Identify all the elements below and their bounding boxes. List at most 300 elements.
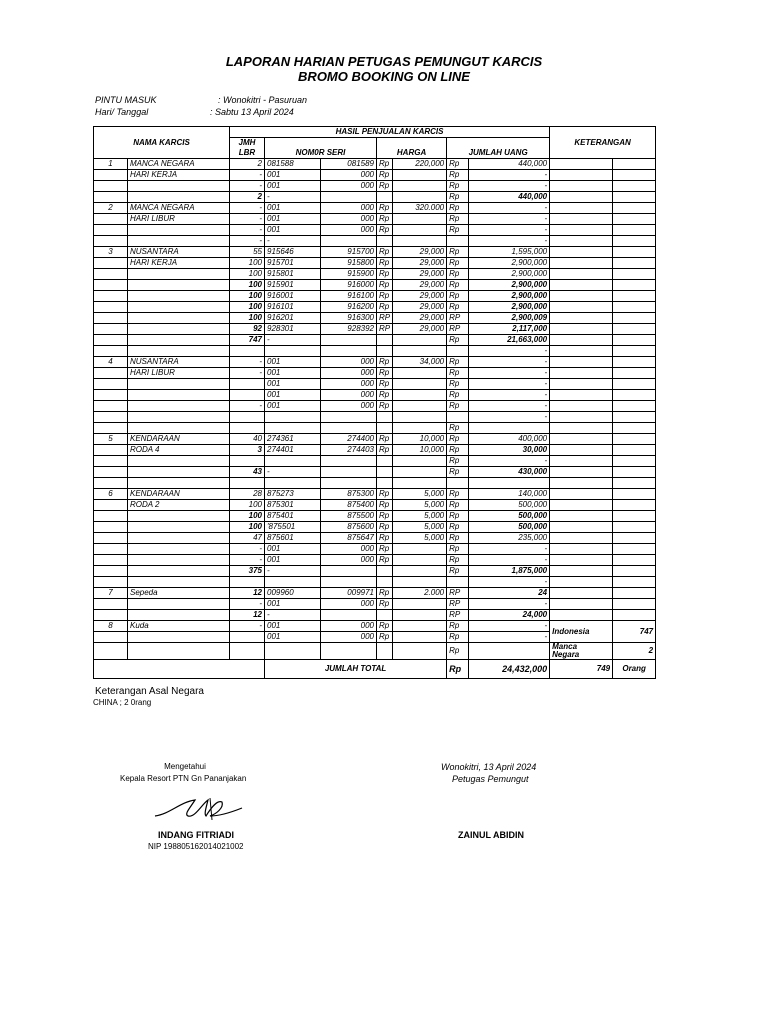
cell-jumlah: 2,900,000 <box>469 258 550 269</box>
cell-jumlah <box>469 478 550 489</box>
cell-s1: 916101 <box>265 302 321 313</box>
table-row <box>94 533 656 544</box>
cell-no <box>94 423 128 434</box>
cell-rp2: Rp <box>447 291 469 302</box>
cell-s2: 000 <box>321 599 377 610</box>
cell-jmh: 55 <box>230 247 265 258</box>
cell-no <box>94 412 128 423</box>
cell-jmh: 100 <box>230 313 265 324</box>
cell-s2: 081589 <box>321 159 377 170</box>
cell-no <box>94 478 128 489</box>
cell-jumlah: - <box>469 379 550 390</box>
cell-s1 <box>265 577 321 588</box>
cell-rp2: Rp <box>447 643 469 660</box>
cell-jumlah: - <box>469 214 550 225</box>
cell-jmh: - <box>230 203 265 214</box>
cell-jumlah: - <box>469 390 550 401</box>
cell-no <box>94 379 128 390</box>
ket-cell <box>613 346 656 357</box>
cell-no <box>94 544 128 555</box>
cell-rp2: Rp <box>447 423 469 434</box>
cell-harga <box>393 181 447 192</box>
ket-cell <box>613 434 656 445</box>
cell-harga: 5,000 <box>393 533 447 544</box>
cell-jmh: 100 <box>230 269 265 280</box>
cell-s1: 274361 <box>265 434 321 445</box>
cell-no <box>94 401 128 412</box>
table-row <box>94 577 656 588</box>
date-label: Hari/ Tanggal <box>95 107 149 117</box>
cell-harga: 29,000 <box>393 269 447 280</box>
cell-harga <box>393 467 447 478</box>
cell-jmh: 28 <box>230 489 265 500</box>
cell-rp1: Rp <box>377 555 393 566</box>
cell-harga <box>393 368 447 379</box>
cell-harga: 5,000 <box>393 489 447 500</box>
ket-cell <box>550 269 613 280</box>
cell-rp1: Rp <box>377 258 393 269</box>
cell-s2: 000 <box>321 390 377 401</box>
cell-rp1: Rp <box>377 533 393 544</box>
cell-jumlah: 30,000 <box>469 445 550 456</box>
ket-cell <box>550 368 613 379</box>
cell-s2: 915900 <box>321 269 377 280</box>
cell-jmh: 100 <box>230 302 265 313</box>
cell-jmh <box>230 379 265 390</box>
cell-s2 <box>321 610 377 621</box>
cell-s1: 916001 <box>265 291 321 302</box>
cell-rp2: Rp <box>447 192 469 203</box>
cell-s1: 915801 <box>265 269 321 280</box>
cell-harga <box>393 456 447 467</box>
ket-cell <box>613 368 656 379</box>
ket-cell <box>613 566 656 577</box>
cell-s2: 000 <box>321 181 377 192</box>
cell-no: 7 <box>94 588 128 599</box>
cell-rp2: Rp <box>447 269 469 280</box>
cell-jmh <box>230 346 265 357</box>
cell-no <box>94 236 128 247</box>
cell-rp2: Rp <box>447 390 469 401</box>
cell-rp1 <box>377 577 393 588</box>
cell-rp2: Rp <box>447 489 469 500</box>
cell-rp2: Rp <box>447 533 469 544</box>
cell-rp1 <box>377 236 393 247</box>
cell-harga <box>393 632 447 643</box>
cell-s1: 001 <box>265 632 321 643</box>
table-row <box>94 566 656 577</box>
cell-harga: 29,000 <box>393 280 447 291</box>
cell-jmh: 43 <box>230 467 265 478</box>
cell-jmh: - <box>230 357 265 368</box>
ket-cell <box>550 214 613 225</box>
cell-no <box>94 302 128 313</box>
signature-image <box>150 794 250 824</box>
cell-nama <box>128 236 230 247</box>
cell-rp1 <box>377 566 393 577</box>
cell-s1: - <box>265 192 321 203</box>
cell-jumlah: 1,595,000 <box>469 247 550 258</box>
cell-nama <box>128 544 230 555</box>
cell-harga: 220,000 <box>393 159 447 170</box>
cell-rp2: RP <box>447 610 469 621</box>
ket-cell <box>613 555 656 566</box>
ket-cell <box>550 280 613 291</box>
cell-s1: 916201 <box>265 313 321 324</box>
table-row <box>94 357 656 368</box>
cell-nama <box>128 522 230 533</box>
table-row <box>94 511 656 522</box>
cell-s2: 000 <box>321 214 377 225</box>
cell-nama: HARI LIBUR <box>128 368 230 379</box>
cell-rp2: Rp <box>447 302 469 313</box>
header-nama-karcis: NAMA KARCIS <box>94 127 230 159</box>
cell-rp2 <box>447 577 469 588</box>
cell-jmh: 100 <box>230 522 265 533</box>
cell-s1: 001 <box>265 203 321 214</box>
cell-s1: 001 <box>265 181 321 192</box>
table-row <box>94 379 656 390</box>
cell-jumlah: 2,900,009 <box>469 313 550 324</box>
cell-jumlah: - <box>469 555 550 566</box>
cell-no <box>94 181 128 192</box>
ket-cell <box>613 247 656 258</box>
cell-s2 <box>321 192 377 203</box>
cell-s1: 001 <box>265 555 321 566</box>
report-title-line2: BROMO BOOKING ON LINE <box>298 69 470 84</box>
cell-rp2: Rp <box>447 170 469 181</box>
cell-harga <box>393 621 447 632</box>
table-row <box>94 478 656 489</box>
table-row <box>94 368 656 379</box>
cell-no <box>94 632 128 643</box>
cell-rp1: RP <box>377 324 393 335</box>
ket-cell <box>613 335 656 346</box>
cell-rp1: Rp <box>377 511 393 522</box>
left-sign-nip: NIP 198805162014021002 <box>148 842 244 851</box>
table-row <box>94 214 656 225</box>
ket-cell <box>550 401 613 412</box>
cell-no <box>94 456 128 467</box>
cell-rp1 <box>377 467 393 478</box>
cell-s2: 915700 <box>321 247 377 258</box>
ket-cell <box>550 335 613 346</box>
cell-rp1: Rp <box>377 280 393 291</box>
ket-cell <box>613 599 656 610</box>
cell-nama <box>128 390 230 401</box>
ket-cell <box>613 423 656 434</box>
cell-harga: 29,000 <box>393 313 447 324</box>
ket-indonesia-value: 747 <box>613 621 656 643</box>
cell-rp2: RP <box>447 588 469 599</box>
cell-rp1 <box>377 335 393 346</box>
ket-cell <box>613 313 656 324</box>
cell-jumlah: - <box>469 225 550 236</box>
cell-s2 <box>321 346 377 357</box>
cell-rp1 <box>377 643 393 660</box>
cell-s2: 000 <box>321 368 377 379</box>
cell-rp2: Rp <box>447 181 469 192</box>
cell-rp1: Rp <box>377 302 393 313</box>
cell-rp2: Rp <box>447 522 469 533</box>
cell-rp1: Rp <box>377 357 393 368</box>
cell-s1: 001 <box>265 170 321 181</box>
ket-cell <box>613 324 656 335</box>
cell-rp1: Rp <box>377 489 393 500</box>
cell-jmh: 100 <box>230 291 265 302</box>
cell-no: 1 <box>94 159 128 170</box>
cell-jmh <box>230 632 265 643</box>
cell-s2 <box>321 467 377 478</box>
cell-no <box>94 269 128 280</box>
ticket-sales-table <box>93 126 656 679</box>
table-row <box>94 280 656 291</box>
cell-nama <box>128 181 230 192</box>
cell-s1: - <box>265 610 321 621</box>
cell-harga <box>393 423 447 434</box>
cell-s1 <box>265 478 321 489</box>
cell-no: 3 <box>94 247 128 258</box>
cell-nama <box>128 192 230 203</box>
ket-cell <box>550 500 613 511</box>
cell-nama: MANCA NEGARA <box>128 159 230 170</box>
cell-s1: 915701 <box>265 258 321 269</box>
table-row <box>94 192 656 203</box>
ket-cell <box>613 159 656 170</box>
cell-s2: 000 <box>321 555 377 566</box>
cell-no <box>94 467 128 478</box>
cell-rp1: Rp <box>377 390 393 401</box>
cell-rp1 <box>377 192 393 203</box>
ket-cell <box>550 489 613 500</box>
cell-harga <box>393 478 447 489</box>
ket-cell <box>613 214 656 225</box>
cell-no <box>94 280 128 291</box>
cell-s1: 001 <box>265 401 321 412</box>
cell-s2: 928392 <box>321 324 377 335</box>
cell-jmh <box>230 478 265 489</box>
cell-s2 <box>321 236 377 247</box>
cell-no <box>94 291 128 302</box>
ket-cell <box>613 544 656 555</box>
cell-nama <box>128 379 230 390</box>
ket-cell <box>613 225 656 236</box>
cell-s2: 000 <box>321 225 377 236</box>
cell-jmh: 47 <box>230 533 265 544</box>
cell-rp1 <box>377 423 393 434</box>
cell-rp2 <box>447 412 469 423</box>
cell-s2: 915800 <box>321 258 377 269</box>
cell-no <box>94 368 128 379</box>
ket-cell <box>550 357 613 368</box>
ket-cell <box>613 269 656 280</box>
cell-harga: 29,000 <box>393 302 447 313</box>
cell-rp2: Rp <box>447 335 469 346</box>
cell-nama: NUSANTARA <box>128 357 230 368</box>
cell-jumlah: 2,900,000 <box>469 302 550 313</box>
ket-cell <box>550 181 613 192</box>
table-row <box>94 412 656 423</box>
cell-nama <box>128 511 230 522</box>
cell-rp1 <box>377 456 393 467</box>
ket-cell <box>550 313 613 324</box>
cell-jumlah: - <box>469 401 550 412</box>
cell-rp2: Rp <box>447 621 469 632</box>
table-row <box>94 434 656 445</box>
cell-rp1: Rp <box>377 214 393 225</box>
cell-s1: 001 <box>265 599 321 610</box>
cell-jmh: - <box>230 214 265 225</box>
cell-jumlah: 440,000 <box>469 192 550 203</box>
entrance-label: PINTU MASUK <box>95 95 157 105</box>
ket-cell <box>550 302 613 313</box>
cell-harga: 320.000 <box>393 203 447 214</box>
cell-s1: 001 <box>265 368 321 379</box>
left-sign-line2: Kepala Resort PTN Gn Pananjakan <box>120 774 247 783</box>
header-keterangan: KETERANGAN <box>550 127 656 159</box>
cell-jmh: 2 <box>230 159 265 170</box>
table-row <box>94 544 656 555</box>
cell-harga: 5,000 <box>393 511 447 522</box>
total-value: 24,432,000 <box>469 660 550 679</box>
cell-rp2: Rp <box>447 434 469 445</box>
cell-nama <box>128 335 230 346</box>
cell-no <box>94 522 128 533</box>
cell-jumlah: 24,000 <box>469 610 550 621</box>
cell-nama <box>128 632 230 643</box>
cell-rp2: RP <box>447 313 469 324</box>
cell-jumlah: 500,000 <box>469 511 550 522</box>
cell-rp1: Rp <box>377 269 393 280</box>
cell-s2: 274400 <box>321 434 377 445</box>
ket-cell <box>613 588 656 599</box>
cell-harga <box>393 346 447 357</box>
cell-no <box>94 313 128 324</box>
cell-rp1: Rp <box>377 291 393 302</box>
ket-cell <box>613 456 656 467</box>
header-row-1 <box>94 127 656 138</box>
cell-jumlah: 440,000 <box>469 159 550 170</box>
ket-cell <box>613 445 656 456</box>
ket-cell <box>550 577 613 588</box>
cell-s1: 001 <box>265 357 321 368</box>
cell-s2: 000 <box>321 544 377 555</box>
cell-rp2: Rp <box>447 566 469 577</box>
ket-cell <box>613 401 656 412</box>
ket-cell <box>613 302 656 313</box>
ket-cell <box>550 159 613 170</box>
cell-s1: 875601 <box>265 533 321 544</box>
ket-cell <box>550 588 613 599</box>
cell-s1: 009960 <box>265 588 321 599</box>
ket-cell <box>550 258 613 269</box>
cell-harga <box>393 225 447 236</box>
cell-nama: HARI LIBUR <box>128 214 230 225</box>
ket-cell <box>550 192 613 203</box>
left-sign-name: INDANG FITRIADI <box>158 830 234 840</box>
date-value: : Sabtu 13 April 2024 <box>210 107 294 117</box>
cell-s1: - <box>265 236 321 247</box>
ket-manca-label-1: Manca <box>552 642 578 651</box>
cell-jumlah: - <box>469 632 550 643</box>
cell-s1: '875501 <box>265 522 321 533</box>
cell-rp2 <box>447 346 469 357</box>
ket-cell <box>550 511 613 522</box>
cell-rp2: Rp <box>447 500 469 511</box>
cell-jumlah: - <box>469 181 550 192</box>
left-sign-line1: Mengetahui <box>164 762 206 771</box>
cell-s2: 875647 <box>321 533 377 544</box>
ket-cell <box>550 170 613 181</box>
cell-no <box>94 445 128 456</box>
cell-rp2: Rp <box>447 203 469 214</box>
cell-s2: 916200 <box>321 302 377 313</box>
cell-harga: 10,000 <box>393 445 447 456</box>
cell-rp2: Rp <box>447 511 469 522</box>
cell-s1: 081588 <box>265 159 321 170</box>
cell-harga <box>393 390 447 401</box>
table-body <box>94 159 656 660</box>
table-row <box>94 445 656 456</box>
cell-rp1 <box>377 610 393 621</box>
ket-cell <box>550 599 613 610</box>
cell-nama <box>128 423 230 434</box>
cell-rp1: Rp <box>377 401 393 412</box>
cell-rp1: Rp <box>377 170 393 181</box>
cell-s1: 001 <box>265 379 321 390</box>
cell-harga: 34,000 <box>393 357 447 368</box>
cell-nama <box>128 302 230 313</box>
table-row <box>94 489 656 500</box>
table-row <box>94 346 656 357</box>
cell-harga <box>393 335 447 346</box>
cell-rp2: Rp <box>447 159 469 170</box>
cell-harga <box>393 610 447 621</box>
cell-harga <box>393 170 447 181</box>
total-label: JUMLAH TOTAL <box>265 660 447 679</box>
ket-indonesia-label: Indonesia <box>550 621 613 643</box>
cell-jmh: 100 <box>230 511 265 522</box>
ket-cell <box>613 577 656 588</box>
cell-nama <box>128 478 230 489</box>
ket-cell <box>550 566 613 577</box>
cell-nama <box>128 269 230 280</box>
cell-nama <box>128 555 230 566</box>
cell-s1: - <box>265 467 321 478</box>
cell-rp2 <box>447 478 469 489</box>
ket-cell <box>613 170 656 181</box>
cell-rp1 <box>377 412 393 423</box>
cell-s1 <box>265 412 321 423</box>
ket-cell <box>613 533 656 544</box>
cell-nama: RODA 2 <box>128 500 230 511</box>
cell-rp1: Rp <box>377 225 393 236</box>
cell-s2: 000 <box>321 401 377 412</box>
cell-no <box>94 500 128 511</box>
ket-cell <box>550 445 613 456</box>
ket-cell <box>613 610 656 621</box>
cell-jumlah: 2,900,000 <box>469 269 550 280</box>
cell-jumlah: 500,000 <box>469 522 550 533</box>
cell-s1: - <box>265 335 321 346</box>
cell-jumlah: 400,000 <box>469 434 550 445</box>
cell-s2: 916300 <box>321 313 377 324</box>
ket-cell <box>550 379 613 390</box>
cell-jumlah: - <box>469 236 550 247</box>
cell-s1: 875273 <box>265 489 321 500</box>
cell-rp2: Rp <box>447 467 469 478</box>
cell-rp1 <box>377 346 393 357</box>
